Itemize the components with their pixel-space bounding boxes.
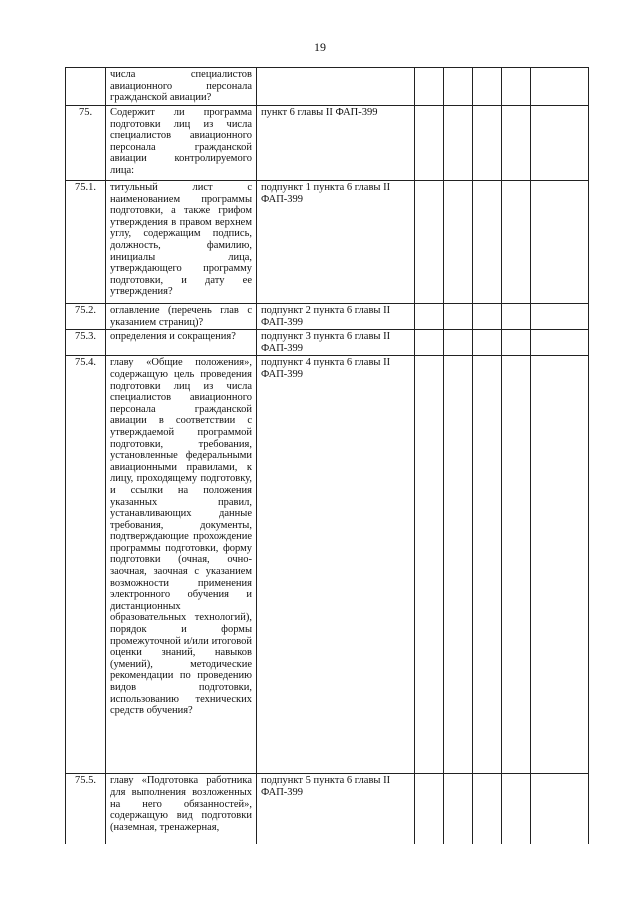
row-question: главу «Подготовка работника для выполнения возложенных на него обязанностей», содержащую вид подготовки (наземная, тренажерная, xyxy=(106,774,257,844)
row-number: 75.3. xyxy=(66,330,106,356)
answer-cell xyxy=(502,106,531,181)
row-number: 75.2. xyxy=(66,304,106,330)
note-cell xyxy=(531,106,589,181)
note-cell xyxy=(531,181,589,304)
note-cell xyxy=(531,304,589,330)
answer-cell xyxy=(473,304,502,330)
answer-cell xyxy=(415,774,444,844)
answer-cell xyxy=(444,106,473,181)
note-cell xyxy=(531,68,589,106)
table-row xyxy=(66,68,589,106)
answer-cell xyxy=(502,356,531,774)
note-cell xyxy=(531,774,589,844)
table-row xyxy=(66,330,589,356)
table-row xyxy=(66,356,589,774)
answer-cell xyxy=(473,181,502,304)
table-row xyxy=(66,181,589,304)
page-number: 19 xyxy=(314,40,326,54)
answer-cell xyxy=(444,356,473,774)
row-number: 75.4. xyxy=(66,356,106,774)
answer-cell xyxy=(415,68,444,106)
row-reference: подпункт 2 пункта 6 главы II ФАП-399 xyxy=(257,304,415,330)
answer-cell xyxy=(444,330,473,356)
table-row xyxy=(66,106,589,181)
row-reference: пункт 6 главы II ФАП-399 xyxy=(257,106,415,181)
answer-cell xyxy=(502,181,531,304)
answer-cell xyxy=(415,181,444,304)
answer-cell xyxy=(502,304,531,330)
answer-cell xyxy=(473,330,502,356)
row-number: 75.5. xyxy=(66,774,106,844)
row-reference: подпункт 1 пункта 6 главы II ФАП-399 xyxy=(257,181,415,304)
note-cell xyxy=(531,356,589,774)
answer-cell xyxy=(444,181,473,304)
row-question: Содержит ли программа подготовки лиц из числа специалистов авиационного персонала гражданской авиации контролируемого лица: xyxy=(106,106,257,181)
row-question: оглавление (перечень глав с указанием страниц)? xyxy=(106,304,257,330)
answer-cell xyxy=(444,68,473,106)
answer-cell xyxy=(444,304,473,330)
table-row xyxy=(66,774,589,844)
answer-cell xyxy=(502,774,531,844)
answer-cell xyxy=(415,356,444,774)
row-question: определения и сокращения? xyxy=(106,330,257,356)
answer-cell xyxy=(473,68,502,106)
row-number: 75. xyxy=(66,106,106,181)
checklist-table xyxy=(65,67,589,844)
answer-cell xyxy=(415,106,444,181)
answer-cell xyxy=(502,68,531,106)
answer-cell xyxy=(473,356,502,774)
row-reference xyxy=(257,68,415,106)
row-number: 75.1. xyxy=(66,181,106,304)
row-question: главу «Общие положения», содержащую цель проведения подготовки лиц из числа специалистов авиационного персонала гражданской авиации в соответствии с утверждаемой программой подготовки, требования, установленные федеральными авиационными правилами, к лицу, проходящему подготовку, и ссылки на положения указанных правил, устанавливающих данные требования, документы, подтверждающие прохождение программы подготовки, форму подготовки (очная, очно-заочная, заочная с указанием возможности применения электронного обучения и дистанционных образовательных технологий), порядок и формы промежуточной и/или итоговой оценки знаний, навыков (умений), методические рекомендации по проведению видов подготовки, использованию технических средств обучения? xyxy=(106,356,257,774)
answer-cell xyxy=(473,106,502,181)
answer-cell xyxy=(502,330,531,356)
row-question: титульный лист с наименованием программы подготовки, а также грифом утверждения в правом верхнем углу, содержащим подпись, должность, фамилию, инициалы лица, утверждающего программу подготовки, и дату ее утверждения? xyxy=(106,181,257,304)
row-question: числа специалистов авиационного персонала гражданской авиации? xyxy=(106,68,257,106)
answer-cell xyxy=(415,304,444,330)
answer-cell xyxy=(415,330,444,356)
row-reference: подпункт 4 пункта 6 главы II ФАП-399 xyxy=(257,356,415,774)
note-cell xyxy=(531,330,589,356)
table-row xyxy=(66,304,589,330)
row-number xyxy=(66,68,106,106)
answer-cell xyxy=(444,774,473,844)
row-reference: подпункт 3 пункта 6 главы II ФАП-399 xyxy=(257,330,415,356)
answer-cell xyxy=(473,774,502,844)
row-reference: подпункт 5 пункта 6 главы II ФАП-399 xyxy=(257,774,415,844)
